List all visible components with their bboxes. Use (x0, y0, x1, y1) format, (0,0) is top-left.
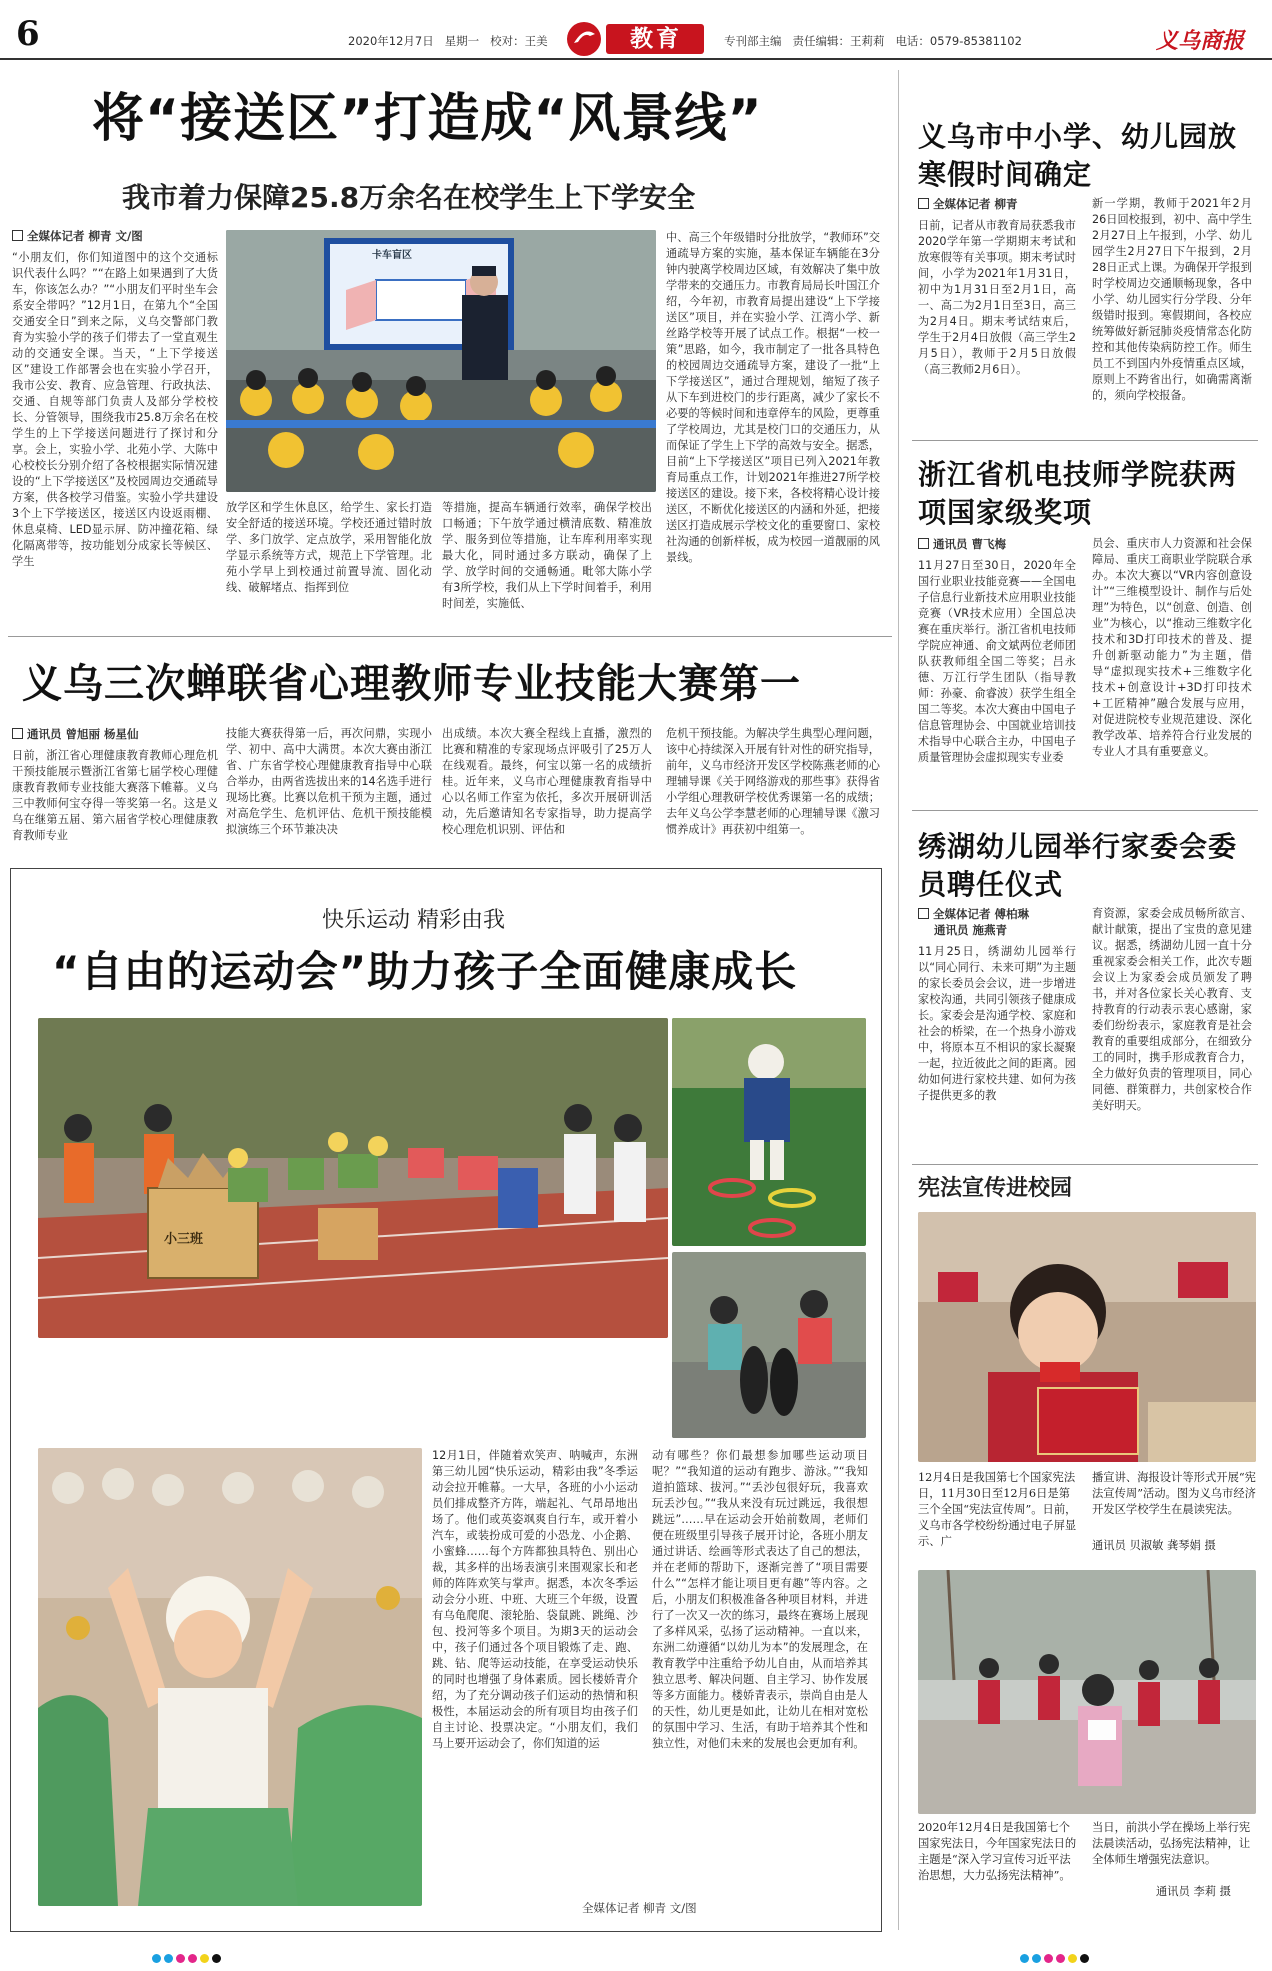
byline-box-icon (12, 230, 23, 241)
color-registration-bar (1020, 1948, 1140, 1962)
article3-title: 浙江省机电技师学院获两项国家级奖项 (918, 458, 1238, 529)
divider (912, 440, 1258, 441)
article1-col3: 等措施，提高车辆通行效率，确保学校出口畅通；下午放学通过横清底数、精准放学、服务到位等措施，让车库利用率实现最大化，同时通过多方联动，确保了上学、放学时间的交通畅通。毗邻大陈小学有3所学校，我们从上下学时间着手，利用时间差，实施低、 (442, 501, 652, 610)
article5-photo-tires (672, 1252, 866, 1438)
divider (912, 810, 1258, 811)
editor: 责任编辑：王莉莉 (792, 34, 885, 48)
page-number: 6 (16, 14, 40, 54)
dot-icon (152, 1954, 161, 1963)
date: 2020年12月7日 (348, 34, 434, 48)
article6-col1: 11月25日，绣湖幼儿园举行以“同心同行、未来可期”为主题的家长委员会会议，进一步增进家校沟通，共同引领孩子健康成长。家委会是沟通学校、家庭和社会的桥梁，在一个热身小游戏中，将原本互不相识的家长凝聚一起，拉近彼此之间的距离。园幼如何进行家校共建、如何为孩子提供更多的教 (918, 945, 1076, 1102)
article7-caption1-left: 12月4日是我国第七个国家宪法日，11月30日至12月6日是第三个全国“宪法宣传周”。日前，义乌市各学校纷纷通过电子屏显示、广 (918, 1471, 1077, 1548)
article7-photo-playground (918, 1570, 1256, 1814)
paper-name: 义乌商报 (1156, 28, 1245, 54)
kids-photo-icon (38, 1448, 422, 1906)
article5-col1: 12月1日，伴随着欢笑声、呐喊声，东洲第三幼儿园“快乐运动，精彩由我”冬季运动会拉开帷幕。一大早，各班的小小运动员们排成整齐方阵，端起礼、气昂昂地出场了。他们或英姿飒爽自行车，或开着小汽车，或装扮成可爱的小恐龙、小企鹅、小蜜蜂……每个方阵都独具特色、别出心裁，其多样的出场表演引来围观家长和老师的阵阵欢笑与掌声。据悉，本次冬季运动会分小班、中班、大班三个年级，设置有乌龟爬爬、滚轮胎、袋鼠跳、跳绳、沙包、投河等多个项目。为期3天的运动会中，孩子们通过各个项目锻炼了走、跑、跳、钻、爬等运动技能，在享受运动快乐的同时也增强了身体素质。园长楼娇青介绍，为了充分调动孩子们运动的热情和积极性，本届运动会的所有项目均由孩子们自主讨论、投票决定。“小朋友们，我们马上要开运动会了，你们知道的运 (432, 1449, 638, 1750)
dot-icon (1080, 1954, 1089, 1963)
dot-icon (176, 1954, 185, 1963)
dot-icon (164, 1954, 173, 1963)
issue-date (348, 33, 548, 49)
dot-icon (212, 1954, 221, 1963)
article4-col3: 出成绩。本次大赛全程线上直播，激烈的比赛和精准的专家现场点评吸引了25万人在线观看。最终，何宝以第一名的成绩折桂。近年来，义乌市心理健康教育指导中心以名师工作室为依托，多次开展研训活动，先后邀请知名专家指导，助力提高学校心理危机识别、评估和 (442, 727, 652, 836)
article4-title: 义乌三次蝉联省心理教师专业技能大赛第一 (22, 661, 801, 707)
byline-box-icon (918, 908, 929, 919)
parade-photo-icon (38, 1018, 668, 1338)
article7-caption2-credit: 通讯员 李莉 摄 (1156, 1885, 1231, 1898)
proofreader: 校对：王美 (490, 34, 548, 48)
box-label: 小三班 (164, 1232, 204, 1247)
article6-title: 绣湖幼儿园举行家委会委员聘任仪式 (918, 830, 1238, 901)
divider (8, 636, 892, 637)
weekday: 星期一 (444, 34, 480, 48)
editor-chief: 专刊部主编 (724, 34, 782, 48)
dot-icon (1020, 1954, 1029, 1963)
byline-box-icon (918, 198, 929, 209)
article7-caption1-credit: 通讯员 贝淑敏 龚琴娟 摄 (1092, 1539, 1216, 1552)
article1-title: 将“接送区”打造成“风景线” (92, 89, 763, 149)
dot-icon (1044, 1954, 1053, 1963)
article1-col2: 放学区和学生休息区，给学生、家长打造安全舒适的接送环境。学校还通过错时放学、多门放学、定点放学，采用智能化放学显示系统等方式，规范上下学管理。北苑小学早上到校通过前置导流、固化动线、破解堵点、指挥到位 (226, 501, 432, 594)
slide-title: 卡车盲区 (372, 250, 412, 261)
article7-caption2-right: 当日，前洪小学在操场上举行宪法晨读活动，弘扬宪法精神，让全体师生增强宪法意识。 (1092, 1821, 1251, 1866)
article5-photo-hoops (672, 1018, 866, 1246)
masthead (0, 0, 1272, 62)
article1-subtitle: 我市着力保障25.8万余名在校学生上下学安全 (122, 181, 696, 214)
masthead-rule (0, 58, 1272, 60)
divider (912, 1164, 1258, 1165)
article4-col2: 技能大赛获得第一后，再次问鼎，实现小学、初中、高中大满贯。本次大赛由浙江省、广东省学校心理健康教育指导中心联合举办，由两省选拔出来的14名选手进行现场比赛。比赛以危机干预为主题，通过对高危学生、危机评估、危机干预技能模拟演练三个环节兼决决 (226, 727, 432, 836)
article4-col4: 危机干预技能。为解决学生典型心理问题，该中心持续深入开展有针对性的研究指导，前年，义乌市经济开发区学校陈燕老师的心理辅导课《关于网络游戏的那些事》获得省小学组心理教研学校优秀课第一名的成绩；去年义乌公学李慧老师的心理辅导课《激习惯养成计》再获初中组第一。 (666, 727, 880, 836)
dot-icon (188, 1954, 197, 1963)
article3-col2: 员会、重庆市人力资源和社会保障局、重庆工商职业学院联合承办。本次大赛以“VR内容创意设计”“三维模型设计、制作与后处理”为特色，以“创意、创造、创业”为核心，以“推动三维数字化技术和3D打印技术的普及、提升创新驱动能力”为主题，借导“虚拟现实技术+三维数字化技术+创意设计+3D打印技术+工匠精神”融合发展与应用，对促进院校专业规范建设、深化教学改革、培养符合行业发展的专业人才具有重要意义。 (1092, 537, 1252, 758)
column-divider (898, 70, 899, 1930)
dot-icon (1032, 1954, 1041, 1963)
article4-byline: 通讯员 曾旭丽 杨星仙 (12, 726, 222, 742)
byline-box-icon (12, 728, 23, 739)
article7-photo-reading (918, 1212, 1256, 1462)
section-logo (564, 20, 706, 58)
article1-byline: 全媒体记者 柳青 文/图 (12, 228, 212, 244)
dot-icon (1068, 1954, 1077, 1963)
dot-icon (1056, 1954, 1065, 1963)
article1-col4: 中、高三个年级错时分批放学，“教师环”交通疏导方案的实施，基本保证车辆能在3分钟内驶离学校周边区域，有效解决了集中放学带来的交通压力。市教育局局长叶国江介绍，今年初，市教育局提出建设“上下学接送区”项目，并在实验小学、江湾小学、新丝路学校等开展了试点工作。根据“一校一策”思路，如今，我市制定了一批各具特色的校园周边交通疏导方案，建设了一批“上下学接送区”，通过合理规划，缩短了孩子从下车到进校门的步行距离，减少了家长不必要的等候时间和违章停车的风险，更尊重了学校周边，尤其是校门口的交通压力，从而保证了学生上下学的高效与安全。据悉，目前“上下学接送区”项目已列入2021年教育局重点工作，计划2021年推进27所学校接送区的建设。接下来，各校将精心设计接送区，不断优化接送区的内涵和外延，把接送区打造成展示学校文化的重要窗口、家校社沟通的创新样板，成为校园一道靓丽的风景线。 (666, 231, 880, 564)
hoops-photo-icon (672, 1018, 866, 1246)
article6-byline-2: 通讯员 施燕青 (934, 923, 1008, 937)
playground-photo-icon (918, 1570, 1256, 1814)
article6-byline-1: 全媒体记者 傅柏琳 (918, 906, 1118, 922)
article5-photo-kids (38, 1448, 422, 1906)
article2-col2: 新一学期，教师于2021年2月26日回校报到，初中、高中学生2月27日上午报到，小学、幼儿园学生2月27日下午报到，2月28日正式上课。为确保开学报到时学校周边交通顺畅现象，各中小学、幼儿园实行分学段、分年级错时报到。寒假期间，各校应统筹做好新冠肺炎疫情常态化防控和其他传染病防控工作。师生员工不到国内外疫情重点区域，原则上不跨省出行，如确需离渐的，须向学校报备。 (1092, 197, 1252, 402)
section-title: 教育 (630, 26, 682, 52)
article2-col1: 日前，记者从市教育局获悉我市2020学年第一学期期末考试和放寒假等有关事项。期末考试时间，小学为2021年1月31日，初中为1月31日至2月1日，高一、高二为2月1日至3日，高三为2月4日。期末考试结束后，学生于2月4日放假（高三学生2月5日），教师于2月5日放假（高三教师2月6日）。 (918, 219, 1076, 376)
article5-kicker: 快乐运动 精彩由我 (322, 908, 505, 933)
phone: 电话：0579-85381102 (895, 34, 1022, 48)
article3-col1: 11月27日至30日，2020年全国行业职业技能竞赛——全国电子信息行业新技术应用职业技能竞赛（VR技术应用）全国总决赛在重庆举行。浙江省机电技师学院应神通、俞文斌两位老师团队获教师组全国二等奖；吕永德、万江行学生团队（指导教师：孙豪、俞睿波）获学生组全国二等奖。本次大赛由中国电子信息管理协会、中国就业培训技术指导中心联合主办，中国电子质量管理协会虚拟现实专业委 (918, 559, 1076, 764)
classroom-photo-icon (226, 230, 656, 492)
article5-col2: 动有哪些？你们最想参加哪些运动项目呢？”“我知道的运动有跑步、游泳。”“我知道拍篮球、拔河。”“丢沙包很好玩，我喜欢玩丢沙包。”“我从来没有玩过跳远，我很想跳远”……早在运动会开始前数周，老师们便在班级里引导孩子展开讨论，各班小朋友通过讲话、绘画等形式表达了自己的想法，并在老师的帮助下，逐渐完善了“项目需要什么”“怎样才能让项目更有趣”等内容。之后，小朋友们积极准备各种项目材料，并进行了一次又一次的练习，最终在赛场上展现了多样风采，弘扬了运动精神。一直以来，东洲二幼遵循“以幼儿为本”的发展理念，在教育教学中注重给予幼儿自由，从而培养其独立思考、解决问题、自主学习、协作发展等多方面能力。楼娇青表示，崇尚自由是人的天性，幼儿更是如此，让幼儿在相对宽松的氛围中学习、生活，有助于培养其个性和独立性，对他们未来的发展也会更加有利。 (652, 1449, 868, 1750)
article2-title: 义乌市中小学、幼儿园放寒假时间确定 (918, 120, 1238, 191)
article2-byline: 全媒体记者 柳青 (918, 196, 1118, 212)
article1-photo (226, 230, 656, 492)
article1-col1: “小朋友们，你们知道图中的这个交通标识代表什么吗？”“在路上如果遇到了大货车，你该怎么办？”“小朋友们平时坐车会系安全带吗？”12月1日，在第九个“全国交通安全日”到来之际，义乌交警部门教育为实验小学的孩子们带去了一堂直观生动的交通安全课。当天，“上下学接送区”建设工作部署会也在实验小学召开，我市公安、教育、应急管理、行政执法、交通、自规等部门负责人及部分学校校长、分管领导，围绕我市25.8万余名在校学生的上下学接送问题进行了探讨和分享。会上，实验小学、北苑小学、大陈中心校校长分别介绍了各校根据实际情况建设的“上下学接送区”及校园周边交通疏导方案，供各校学习借鉴。实验小学共建设3个上下学接送区，接送区内设返雨棚、休息桌椅、LED显示屏、防冲撞花箱、绿化隔离带等，按功能划分成家长等候区、学生 (12, 251, 218, 568)
tires-photo-icon (672, 1252, 866, 1438)
reading-photo-icon (918, 1212, 1256, 1462)
article3-byline: 通讯员 曹飞梅 (918, 536, 1118, 552)
article6-col2: 育资源，家委会成员畅所欲言、献计献策，提出了宝贵的意见建议。据悉，绣湖幼儿园一直十分重视家委会相关工作，此次专题会议上为家委会成员颁发了聘书，并对各位家长关心教育、支持教育的行动表示衷心感谢，家委们纷纷表示，家庭教育是社会教育的重要组成部分，在细致分工的同时，携手形成教育合力，全力做好负责的管理项目，同心同德、群策群力，共创家校合作美好明天。 (1092, 907, 1252, 1112)
color-registration-bar (152, 1948, 272, 1962)
article5-title: “自由的运动会”助力孩子全面健康成长 (52, 947, 798, 996)
editor-info (724, 33, 1022, 49)
article7-caption1-right: 播宣讲、海报设计等形式开展“宪法宣传周”活动。图为义乌市经济开发区学校学生在晨读宪法。 (1092, 1471, 1256, 1516)
article7-caption2-left: 2020年12月4日是我国第七个国家宪法日，今年国家宪法日的主题是“深入学习宣传习近平法治思想，大力弘扬宪法精神”。 (918, 1821, 1077, 1882)
article4-col1: 日前，浙江省心理健康教育教师心理危机干预技能展示暨浙江省第七届学校心理健康教育教师专业技能大赛落下帷幕。义乌三中教师何宝夺得一等奖第一名。这是义乌在继第五届、第六届省学校心理健康教育教师专业 (12, 749, 218, 842)
article5-byline: 全媒体记者 柳青 文/图 (582, 1901, 697, 1915)
byline-box-icon (918, 538, 929, 549)
article5-photo-main (38, 1018, 668, 1338)
article7-title: 宪法宣传进校园 (918, 1176, 1073, 1201)
dot-icon (200, 1954, 209, 1963)
